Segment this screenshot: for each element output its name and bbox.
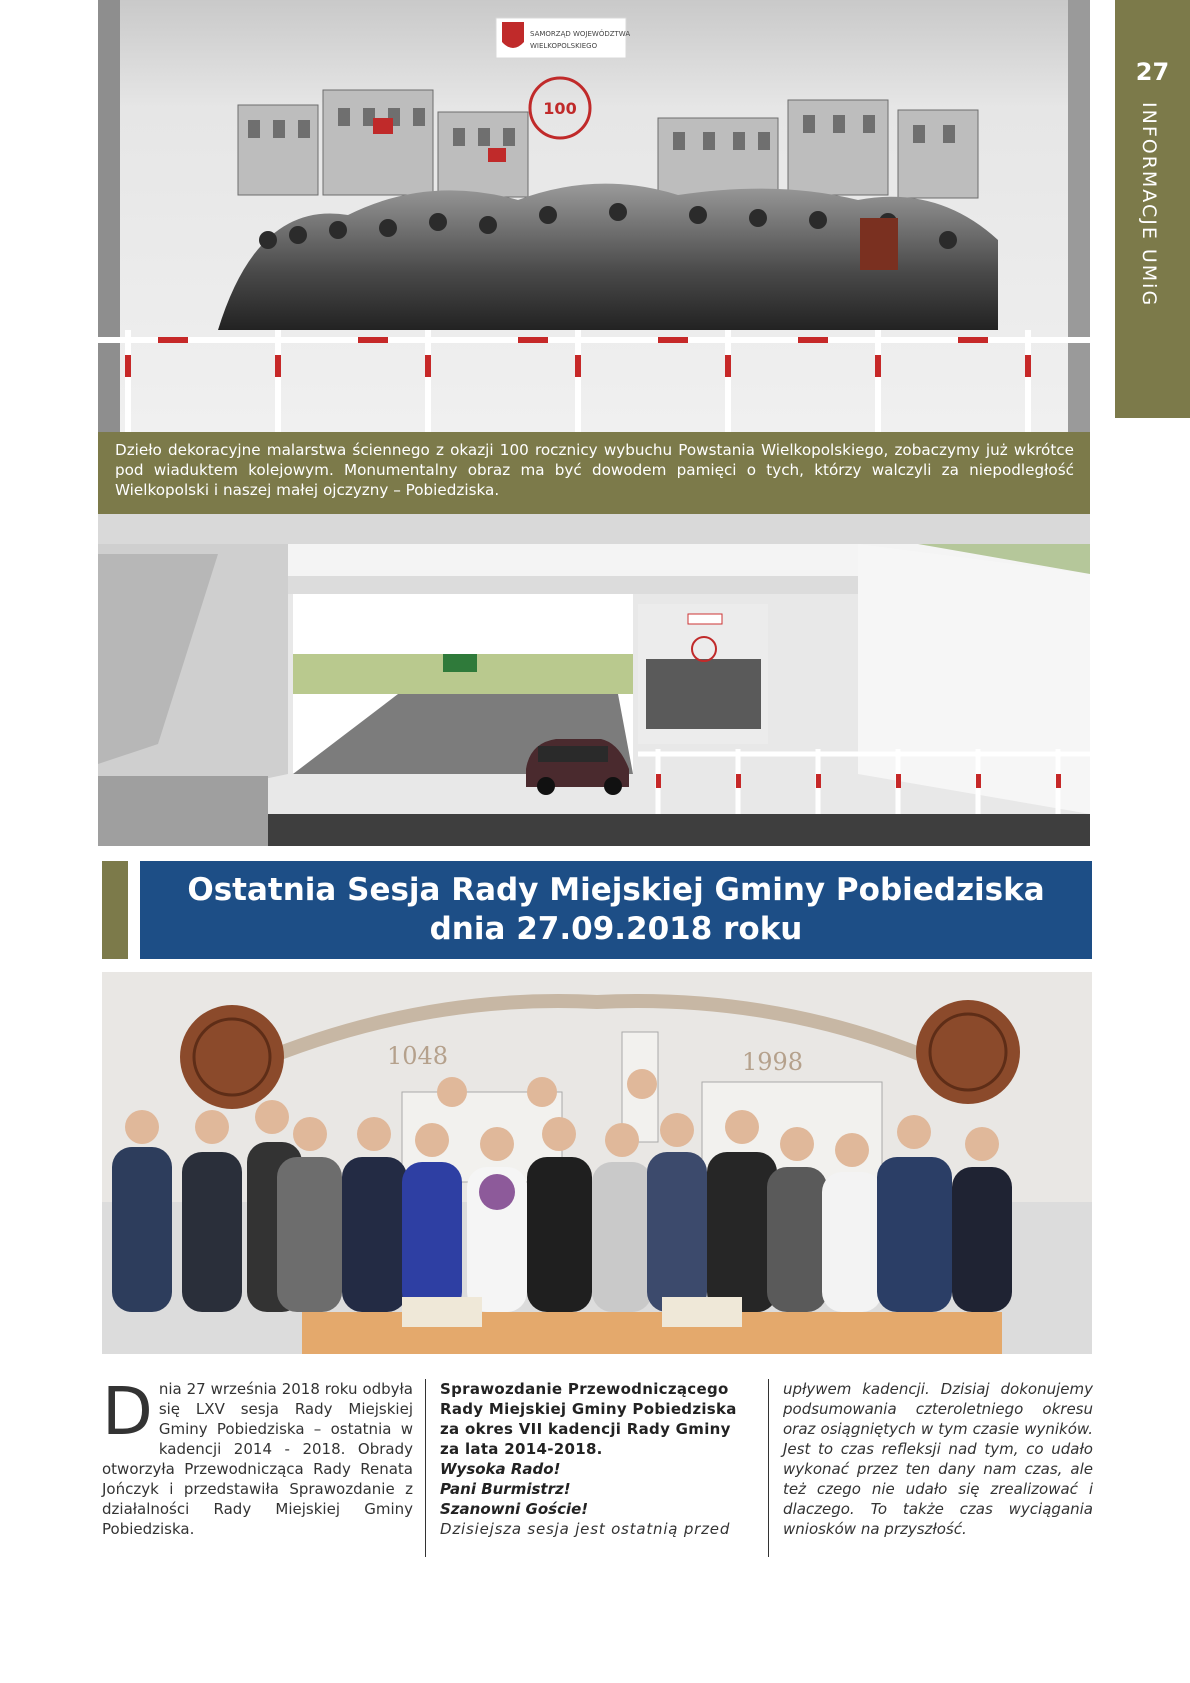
article-title xyxy=(140,861,1092,959)
greeting-3: Szanowni Goście! xyxy=(440,1500,589,1518)
page-number: 27 xyxy=(1135,58,1170,86)
article-column-3 xyxy=(783,1379,1093,1557)
report-heading: Sprawozdanie Przewodniczącego Rady Miejskiej Gminy Pobiedziska za okres VII kadencji Rady Gminy za lata 2014-2018. xyxy=(440,1380,737,1458)
report-text-start: Dzisiejsza sesja jest ostatnią przed xyxy=(440,1520,731,1538)
council-group-photo xyxy=(102,972,1092,1354)
column-divider-2 xyxy=(768,1379,769,1557)
drop-cap: D xyxy=(102,1373,153,1450)
greeting-1: Wysoka Rado! xyxy=(440,1460,561,1478)
article-intro-text: nia 27 września 2018 roku odbyła się LXV sesja Rady Miejskiej Gminy Pobiedziska – ostatnia w kadencji 2014 - 2018. Obrady otworzyła Przewodnicząca Rady Renata Jończyk i przedstawiła Sprawozdanie z działalności Rady Miejskiej Gminy Pobiedziska. xyxy=(102,1380,413,1538)
mural-caption: Dzieło dekoracyjne malarstwa ściennego z okazji 100 rocznicy wybuchu Powstania Wielkopolskiego, zobaczymy już wkrótce pod wiaduktem kolejowym. Monumentalny obraz ma być dowodem pamięci o tych, którzy walczyli za niepodległość Wielkopolski i naszej małej ojczyzny – Pobiedziska. xyxy=(98,432,1090,514)
article-column-1 xyxy=(102,1373,413,1557)
mural-badge: 100 xyxy=(543,99,577,118)
report-text-continued: upływem kadencji. Dzisiaj dokonujemy podsumowania czteroletniego okresu oraz osiągniętych w tym czasie wyników. Jest to czas refleksji nad tym, co udało wykonać przez ten dany nam czas, ale też czego nie udało się zrealizować i dlaczego. To także czas wyciągania wniosków na przyszłość. xyxy=(783,1380,1093,1538)
viaduct-photo xyxy=(98,514,1090,846)
title-accent-bar xyxy=(102,861,128,959)
mural-sign-line2: WIELKOPOLSKIEGO xyxy=(530,42,598,50)
mural-photo xyxy=(98,0,1090,432)
article-column-2 xyxy=(440,1379,753,1557)
greeting-2: Pani Burmistrz! xyxy=(440,1480,571,1498)
seal-left-year: 1048 xyxy=(387,1042,449,1070)
column-divider-1 xyxy=(425,1379,426,1557)
section-name: INFORMACJE UMiG xyxy=(1138,102,1160,308)
title-line-1: Ostatnia Sesja Rady Miejskiej Gminy Pobiedziska xyxy=(187,872,1045,908)
title-line-2: dnia 27.09.2018 roku xyxy=(429,911,803,947)
side-tab xyxy=(1115,0,1190,418)
mural-sign-line1: SAMORZĄD WOJEWÓDZTWA xyxy=(530,30,631,38)
seal-right-year: 1998 xyxy=(742,1048,804,1076)
